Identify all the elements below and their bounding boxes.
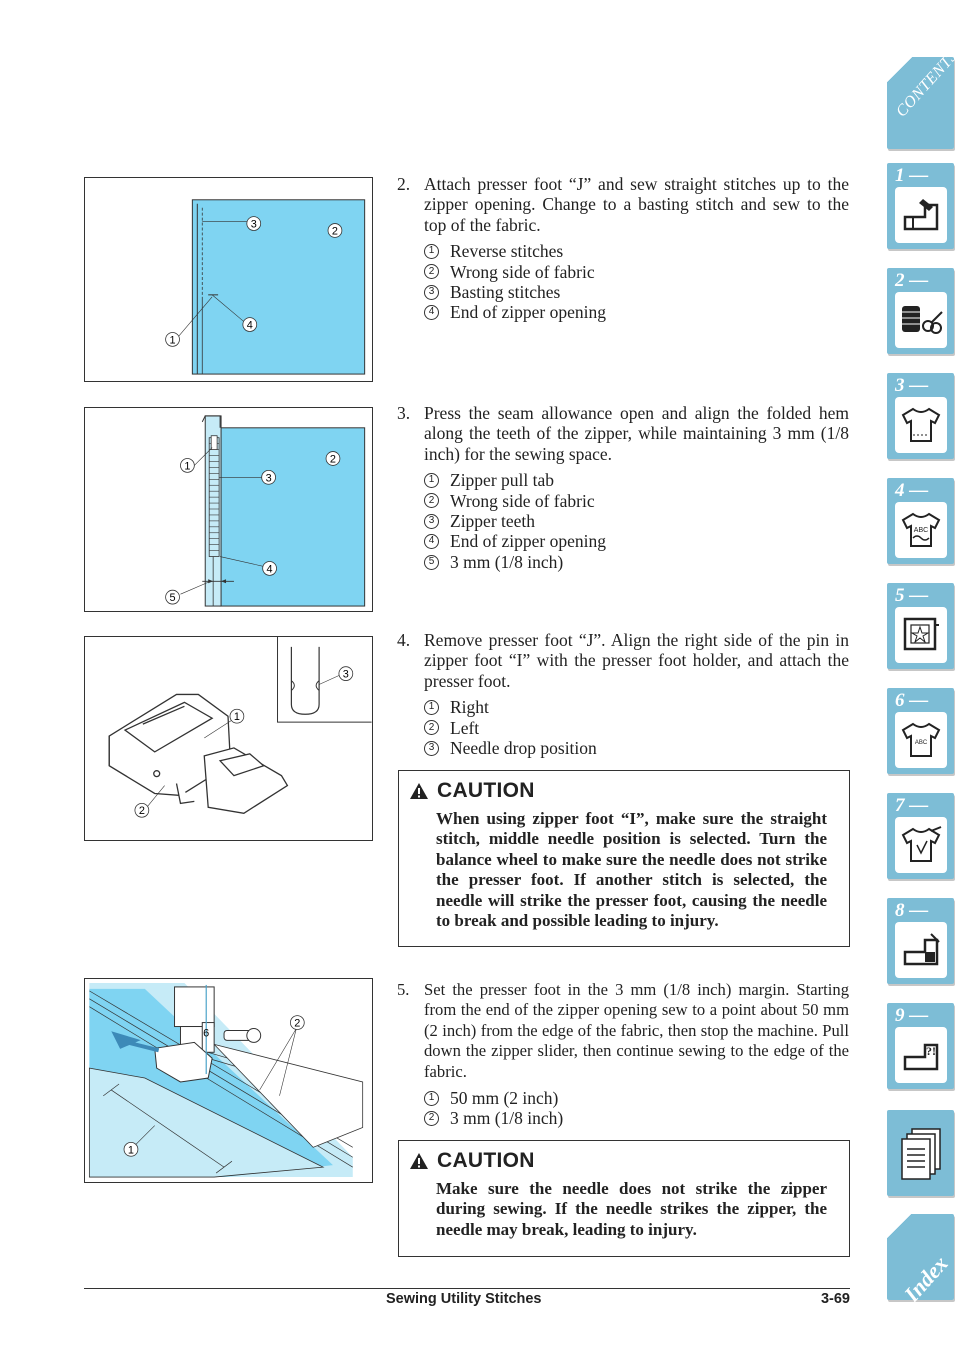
legend-item: 2 Left [424,718,849,738]
tab-chapter-5[interactable]: 5 — [887,583,954,669]
step-instruction: Set the presser foot in the 3 mm (1/8 inch) margin. Starting from the end of the zipper opening sew to a point about 50 mm (2 inch) from the edge of the fabric, then stop the machine. Pull down the zipper slider, then continue sewing to the edge of the fabric. [424,980,849,1081]
sewing-machine-icon [895,187,947,243]
legend-item: 1 Zipper pull tab [424,470,849,490]
callout-4 [243,318,257,332]
step-5 [397,980,849,1129]
svg-text:5: 5 [169,592,176,605]
documents-icon [895,1124,947,1186]
figure-step-2 [84,177,373,382]
legend-list [424,241,849,323]
step-number: 5. [397,980,410,999]
callout-5 [166,590,180,604]
figure-step-5 [84,978,373,1183]
legend-list [424,697,849,758]
tab-chapter-2[interactable]: 2 — [887,268,954,354]
callout-2 [326,452,340,466]
tab-chapter-6[interactable]: 6 — ABC [887,688,954,774]
legend-item: 4 End of zipper opening [424,531,849,551]
caution-heading: CAUTION [409,779,827,803]
step-number: 3. [397,403,411,423]
legend-item: 3 Zipper teeth [424,511,849,531]
tab-contents[interactable] [887,47,962,149]
footer-section-title: Sewing Utility Stitches [386,1291,542,1307]
legend-item: 4 End of zipper opening [424,302,849,322]
legend-list [424,470,849,572]
foot-mark-6: 6 [203,1027,210,1040]
callout-1 [230,709,244,723]
step-4 [397,630,849,758]
page-number: 3-69 [820,1291,850,1307]
tab-index[interactable] [887,1214,954,1307]
zipper-foot-i [109,694,287,813]
caution-text: Make sure the needle does not strike the zipper during sewing. If the needle strikes the zipper, the needle may break, leading to injury. [436,1179,827,1239]
callout-1 [124,1142,138,1156]
svg-text:2: 2 [331,225,338,238]
tshirt-abc-icon [895,502,947,558]
step-number: 2. [397,174,411,194]
svg-text:1: 1 [127,1144,134,1157]
svg-text:3: 3 [250,218,257,231]
svg-text:1: 1 [184,460,191,473]
legend-item: 2 Wrong side of fabric [424,491,849,511]
tshirt-edit-icon [895,817,947,873]
callout-2 [328,224,342,238]
embroidery-frame-icon [895,607,947,663]
tab-index-label: Index [899,1250,953,1307]
svg-text:2: 2 [329,453,337,466]
legend-item: 5 3 mm (1/8 inch) [424,552,849,572]
caution-heading: CAUTION [409,1149,827,1173]
legend-item: 1 50 mm (2 inch) [424,1088,849,1108]
caution-box-1 [398,770,850,947]
tab-chapter-4[interactable]: 4 — ABC [887,478,954,564]
tab-chapter-7[interactable]: 7 — [887,793,954,879]
tab-chapter-8[interactable]: 8 — [887,898,954,984]
callout-3 [262,470,276,484]
step-3 [397,403,849,572]
step-2 [397,174,849,323]
legend-item: 1 Reverse stitches [424,241,849,261]
step-instruction: Attach presser foot “J” and sew straight stitches up to the zipper opening. Change to a basting stitch and sew to the top of the fabric. [424,174,849,235]
legend-list [424,1088,849,1129]
caution-box-2 [398,1140,850,1257]
figure-step-3 [84,407,373,612]
legend-item: 2 3 mm (1/8 inch) [424,1108,849,1128]
svg-text:?!: ?! [926,1044,936,1058]
svg-text:3: 3 [342,668,349,681]
machine-troubleshoot-icon [895,1027,947,1083]
callout-2 [135,803,149,817]
svg-text:4: 4 [266,563,273,576]
tab-contents-label: CONTENTS [893,47,962,121]
svg-text:2: 2 [138,805,145,818]
callout-4 [263,561,277,575]
legend-item: 3 Needle drop position [424,738,849,758]
machine-maintenance-icon [895,922,947,978]
svg-text:3: 3 [265,472,272,485]
svg-text:ABC: ABC [914,740,928,746]
step-instruction: Press the seam allowance open and align the folded hem along the teeth of the zipper, while maintaining 3 mm (1/8 inch) for the sewing space. [424,403,849,464]
fabric-wrong-side [220,428,365,606]
callout-2 [290,1016,304,1030]
tshirt-design-icon [895,712,947,768]
warning-triangle-icon [409,1152,429,1170]
svg-text:4: 4 [246,319,253,332]
step-number: 4. [397,630,411,650]
tshirt-icon [895,397,947,453]
caution-text: When using zipper foot “I”, make sure the straight stitch, middle needle position is selected. Turn the balance wheel to make sure the needle does not strike the presser foot. If another stitch is selected, the needle will strike the presser foot, causing the needle to break and possible leading to injury. [436,809,827,931]
thread-scissors-icon [895,292,947,348]
legend-item: 1 Right [424,697,849,717]
footer-divider [84,1288,850,1289]
callout-1 [166,332,180,346]
tab-chapter-1[interactable]: 1 — [887,163,954,249]
callout-1 [180,459,194,473]
tab-appendix[interactable] [887,1110,954,1196]
step-instruction: Remove presser foot “J”. Align the right side of the pin in zipper foot “I” with the presser foot holder, and attach the presser foot. [424,630,849,691]
legend-item: 3 Basting stitches [424,282,849,302]
svg-text:1: 1 [233,711,240,724]
svg-text:ABC: ABC [913,527,929,534]
callout-3 [339,667,353,681]
warning-triangle-icon [409,782,429,800]
legend-item: 2 Wrong side of fabric [424,262,849,282]
callout-3 [247,217,261,231]
tab-chapter-3[interactable]: 3 — [887,373,954,459]
svg-text:1: 1 [169,334,176,347]
presser-foot-pin [291,647,319,714]
tab-chapter-9[interactable]: 9 — ?! [887,1003,954,1089]
figure-step-4 [84,636,373,841]
svg-text:2: 2 [294,1017,301,1030]
